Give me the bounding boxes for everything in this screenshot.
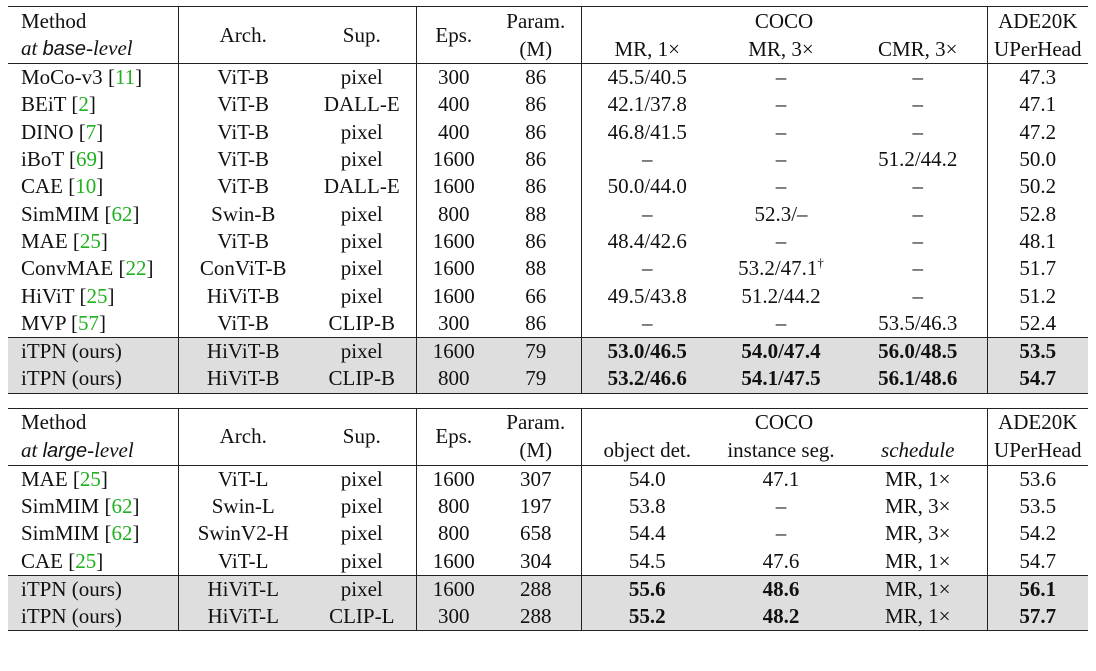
citation-link[interactable]: 7 xyxy=(85,119,97,144)
param-cell: 88 xyxy=(525,201,547,226)
param-cell: 304 xyxy=(520,548,552,573)
ade-header: ADE20K xyxy=(987,7,1088,36)
coco-col2-cell: – xyxy=(775,119,787,144)
large-header-row-1 xyxy=(8,408,1088,437)
coco-col2-cell: 51.2/44.2 xyxy=(741,283,821,308)
coco-col3-cell: MR, 1× xyxy=(849,575,987,603)
param-cell: 86 xyxy=(525,228,547,253)
sup-cell: CLIP-B xyxy=(328,310,395,335)
ade-cell: 51.7 xyxy=(987,255,1088,282)
ade-cell: 52.4 xyxy=(987,310,1088,338)
eps-cell: 1600 xyxy=(416,337,491,365)
ade-cell: 54.2 xyxy=(987,520,1088,547)
coco-col3-header: schedule xyxy=(881,438,955,463)
coco-col1-header: MR, 1× xyxy=(581,35,713,64)
coco-col1-header: object det. xyxy=(581,437,713,466)
coco-col1-cell: 46.8/41.5 xyxy=(581,119,713,146)
coco-col1-cell: 48.4/42.6 xyxy=(581,228,713,255)
coco-col3-cell: 51.2/44.2 xyxy=(878,147,958,172)
coco-col3-cell: 56.0/48.5 xyxy=(849,337,987,365)
sup-cell: pixel xyxy=(308,465,416,493)
table-row xyxy=(8,255,1088,282)
table-row-ours xyxy=(8,337,1088,365)
ade-cell: 54.7 xyxy=(987,547,1088,575)
citation-link[interactable]: 25 xyxy=(75,548,97,573)
table-row xyxy=(8,91,1088,118)
coco-col3-cell: 56.1/48.6 xyxy=(849,365,987,393)
sup-cell: pixel xyxy=(340,548,383,573)
large-header-row-2 xyxy=(8,437,1088,466)
citation-link[interactable]: 57 xyxy=(78,310,99,335)
eps-cell: 300 xyxy=(416,310,491,338)
table-row-ours xyxy=(8,365,1088,393)
table-row xyxy=(8,547,1088,575)
citation-link[interactable]: 25 xyxy=(79,228,101,253)
eps-cell: 1600 xyxy=(416,282,491,309)
ade-cell: 47.2 xyxy=(987,119,1088,146)
method-name: ConvMAE [22] xyxy=(21,256,154,281)
coco-col1-cell: 54.4 xyxy=(581,520,713,547)
method-name: MAE [25] xyxy=(8,465,178,493)
sup-cell: DALL-E xyxy=(323,92,400,117)
eps-cell: 800 xyxy=(416,520,491,547)
method-name: CAE [25] xyxy=(21,548,104,573)
arch-cell: ViT-B xyxy=(178,91,308,118)
eps-header: Eps. xyxy=(416,408,491,465)
ade-cell: 47.1 xyxy=(987,91,1088,118)
arch-cell: SwinV2-H xyxy=(178,520,308,547)
method-name: MVP [57] xyxy=(21,310,106,335)
coco-col2-cell: 47.6 xyxy=(762,548,800,573)
eps-cell: 800 xyxy=(416,493,491,520)
coco-col1-cell: 55.6 xyxy=(581,575,713,603)
ade-cell: 52.8 xyxy=(987,200,1088,227)
citation-link[interactable]: 25 xyxy=(79,466,101,491)
coco-col2-cell: 54.0/47.4 xyxy=(713,337,849,365)
param-unit: (M) xyxy=(519,438,553,463)
sup-cell: pixel xyxy=(340,228,383,253)
arch-cell: ViT-B xyxy=(178,146,308,173)
citation-link[interactable]: 2 xyxy=(78,92,89,117)
sup-cell: CLIP-B xyxy=(308,365,416,393)
method-name: iTPN (ours) xyxy=(8,365,178,393)
coco-col1-cell: 53.8 xyxy=(581,493,713,520)
coco-col3-cell: MR, 1× xyxy=(849,465,987,493)
method-name: SimMIM [62] xyxy=(21,201,140,226)
coco-col2-cell: – xyxy=(775,494,787,518)
citation-link[interactable]: 25 xyxy=(86,283,108,308)
eps-cell: 800 xyxy=(416,365,491,393)
citation-link[interactable]: 62 xyxy=(111,201,133,226)
sup-cell: pixel xyxy=(340,201,383,226)
table-row xyxy=(8,228,1088,255)
coco-col2-cell: – xyxy=(775,174,787,199)
method-name: iTPN (ours) xyxy=(8,337,178,365)
coco-col3-cell: – xyxy=(912,228,923,253)
ade-cell: 50.2 xyxy=(987,173,1088,200)
method-header: Method xyxy=(8,7,178,36)
table-row xyxy=(8,200,1088,227)
citation-link[interactable]: 11 xyxy=(114,65,136,90)
coco-col2-cell: – xyxy=(775,92,787,117)
results-table-container xyxy=(8,6,1088,631)
param-cell: 86 xyxy=(525,147,547,172)
arch-cell: HiViT-L xyxy=(178,575,308,603)
method-name: iTPN (ours) xyxy=(8,603,178,631)
coco-col2-cell: – xyxy=(775,228,787,253)
sup-cell: pixel xyxy=(308,64,416,92)
param-cell: 86 xyxy=(491,64,581,92)
coco-header: COCO xyxy=(581,408,987,437)
param-header: Param. xyxy=(491,7,581,36)
coco-col3-cell: – xyxy=(912,174,923,199)
coco-col1-cell: 50.0/44.0 xyxy=(581,173,713,200)
coco-col2-cell: 53.2/47.1† xyxy=(738,255,824,281)
coco-col3-cell: MR, 1× xyxy=(849,603,987,631)
citation-link[interactable]: 62 xyxy=(111,494,133,518)
coco-col2-header: MR, 3× xyxy=(748,36,814,61)
arch-cell: Swin-L xyxy=(178,493,308,520)
arch-cell: ViT-L xyxy=(178,547,308,575)
eps-cell: 300 xyxy=(416,64,491,92)
sup-cell: pixel xyxy=(340,147,383,172)
ade-cell: 57.7 xyxy=(987,603,1088,631)
param-cell: 288 xyxy=(491,575,581,603)
ade-cell: 53.5 xyxy=(987,493,1088,520)
level-label: at base-level xyxy=(21,36,133,60)
arch-header: Arch. xyxy=(178,7,308,64)
coco-header: COCO xyxy=(581,7,987,36)
eps-cell: 400 xyxy=(416,91,491,118)
coco-col1-cell: 54.5 xyxy=(581,547,713,575)
arch-cell: HiViT-B xyxy=(178,365,308,393)
arch-header: Arch. xyxy=(178,408,308,465)
eps-cell: 1600 xyxy=(416,255,491,282)
eps-header: Eps. xyxy=(416,7,491,64)
param-cell: 66 xyxy=(525,283,547,308)
coco-col2-cell: – xyxy=(775,521,787,546)
arch-cell: HiViT-B xyxy=(178,282,308,309)
ade-cell: 48.1 xyxy=(987,228,1088,255)
level-label: at large-level xyxy=(21,437,134,462)
ade-subheader: UPerHead xyxy=(987,35,1088,64)
table-row-ours xyxy=(8,575,1088,603)
arch-cell: ConViT-B xyxy=(178,255,308,282)
param-cell: 86 xyxy=(525,174,547,199)
sup-cell: pixel xyxy=(308,337,416,365)
eps-cell: 1600 xyxy=(416,465,491,493)
method-name: SimMIM [62] xyxy=(21,494,140,518)
sup-cell: pixel xyxy=(308,575,416,603)
coco-col3-cell: 53.5/46.3 xyxy=(878,310,958,335)
citation-link[interactable]: 69 xyxy=(76,147,98,172)
coco-col1-cell: 53.2/46.6 xyxy=(581,365,713,393)
arch-cell: ViT-B xyxy=(178,64,308,92)
coco-col1-cell: – xyxy=(581,310,713,338)
param-cell: 197 xyxy=(520,494,552,518)
arch-cell: HiViT-B xyxy=(178,337,308,365)
coco-col2-cell: 47.1 xyxy=(713,465,849,493)
method-name: MAE [25] xyxy=(21,228,108,253)
eps-cell: 1600 xyxy=(416,173,491,200)
coco-col2-cell: – xyxy=(775,147,787,172)
method-name: CAE [10] xyxy=(21,174,104,199)
ade-cell: 56.1 xyxy=(987,575,1088,603)
sup-cell: pixel xyxy=(340,494,383,518)
arch-cell: ViT-B xyxy=(178,119,308,146)
arch-cell: ViT-B xyxy=(178,173,308,200)
base-header-row-1 xyxy=(8,7,1088,36)
ade-header: ADE20K xyxy=(987,408,1088,437)
coco-col1-cell: 53.0/46.5 xyxy=(581,337,713,365)
coco-col1-cell: 45.5/40.5 xyxy=(581,64,713,92)
eps-cell: 1600 xyxy=(416,547,491,575)
table-row-ours xyxy=(8,603,1088,631)
arch-cell: ViT-L xyxy=(178,465,308,493)
eps-cell: 1600 xyxy=(416,228,491,255)
method-header: Method xyxy=(8,408,178,437)
arch-cell: ViT-B xyxy=(178,228,308,255)
citation-link[interactable]: 22 xyxy=(125,256,147,281)
sup-header: Sup. xyxy=(308,408,416,465)
coco-col1-cell: 55.2 xyxy=(581,603,713,631)
sup-cell: pixel xyxy=(340,283,383,308)
table-row xyxy=(8,64,1088,92)
table-row xyxy=(8,173,1088,200)
ade-cell: 54.7 xyxy=(987,365,1088,393)
ade-cell: 47.3 xyxy=(987,64,1088,92)
param-cell: 658 xyxy=(520,521,552,546)
coco-col1-cell: – xyxy=(581,200,713,227)
coco-col3-cell: – xyxy=(912,201,923,226)
table-row xyxy=(8,493,1088,520)
table-row xyxy=(8,310,1088,338)
table-row xyxy=(8,520,1088,547)
coco-col2-cell: – xyxy=(775,310,787,335)
coco-col2-header: instance seg. xyxy=(727,438,835,463)
param-cell: 288 xyxy=(491,603,581,631)
table-row xyxy=(8,146,1088,173)
method-name: DINO [7] xyxy=(21,119,104,144)
sup-cell: pixel xyxy=(340,119,383,144)
sup-header: Sup. xyxy=(308,7,416,64)
ade-cell: 53.5 xyxy=(987,337,1088,365)
param-cell: 307 xyxy=(491,465,581,493)
citation-link[interactable]: 10 xyxy=(75,174,97,199)
arch-cell: ViT-B xyxy=(178,310,308,338)
ade-cell: 51.2 xyxy=(987,282,1088,309)
eps-cell: 400 xyxy=(416,119,491,146)
coco-col1-cell: 49.5/43.8 xyxy=(581,282,713,309)
results-table xyxy=(8,6,1088,631)
coco-col1-cell: – xyxy=(581,255,713,282)
method-name: MoCo-v3 [11] xyxy=(8,64,178,92)
coco-col3-cell: MR, 3× xyxy=(884,521,951,546)
coco-col3-cell: – xyxy=(912,119,923,144)
sup-cell: pixel xyxy=(340,521,383,546)
coco-col3-header: CMR, 3× xyxy=(877,36,958,61)
eps-cell: 800 xyxy=(416,200,491,227)
ade-subheader: UPerHead xyxy=(987,437,1088,466)
coco-col1-cell: 42.1/37.8 xyxy=(581,91,713,118)
ade-cell: 53.6 xyxy=(987,465,1088,493)
table-row xyxy=(8,465,1088,493)
coco-col3-cell: MR, 3× xyxy=(884,494,951,518)
param-cell: 86 xyxy=(525,310,547,335)
method-name: BEiT [2] xyxy=(21,92,96,117)
coco-col1-cell: – xyxy=(581,146,713,173)
base-header-row-2 xyxy=(8,35,1088,64)
coco-col2-cell: 52.3/– xyxy=(754,201,808,226)
method-name: iTPN (ours) xyxy=(8,575,178,603)
coco-col2-cell: 48.6 xyxy=(713,575,849,603)
ade-cell: 50.0 xyxy=(987,146,1088,173)
coco-col2-cell: 54.1/47.5 xyxy=(713,365,849,393)
table-row xyxy=(8,282,1088,309)
coco-col1-cell: 54.0 xyxy=(581,465,713,493)
coco-col3-cell: – xyxy=(849,64,987,92)
eps-cell: 1600 xyxy=(416,575,491,603)
coco-col3-cell: – xyxy=(912,92,923,117)
coco-col3-cell: MR, 1× xyxy=(884,548,951,573)
param-cell: 88 xyxy=(525,256,547,281)
coco-col2-cell: 48.2 xyxy=(713,603,849,631)
table-row xyxy=(8,119,1088,146)
coco-col3-cell: – xyxy=(912,283,923,308)
coco-col2-cell: – xyxy=(713,64,849,92)
sup-cell: CLIP-L xyxy=(308,603,416,631)
eps-cell: 1600 xyxy=(416,146,491,173)
param-cell: 79 xyxy=(491,365,581,393)
sup-cell: pixel xyxy=(340,256,383,281)
param-cell: 79 xyxy=(491,337,581,365)
param-unit: (M) xyxy=(519,36,553,61)
sup-cell: DALL-E xyxy=(323,174,400,199)
arch-cell: Swin-B xyxy=(178,200,308,227)
method-name: HiViT [25] xyxy=(21,283,115,308)
param-header: Param. xyxy=(491,408,581,437)
param-cell: 86 xyxy=(525,119,547,144)
arch-cell: HiViT-L xyxy=(178,603,308,631)
method-name: SimMIM [62] xyxy=(21,521,140,546)
param-cell: 86 xyxy=(525,92,547,117)
coco-col3-cell: – xyxy=(912,256,923,281)
method-name: iBoT [69] xyxy=(21,147,105,172)
eps-cell: 300 xyxy=(416,603,491,631)
citation-link[interactable]: 62 xyxy=(111,521,133,546)
